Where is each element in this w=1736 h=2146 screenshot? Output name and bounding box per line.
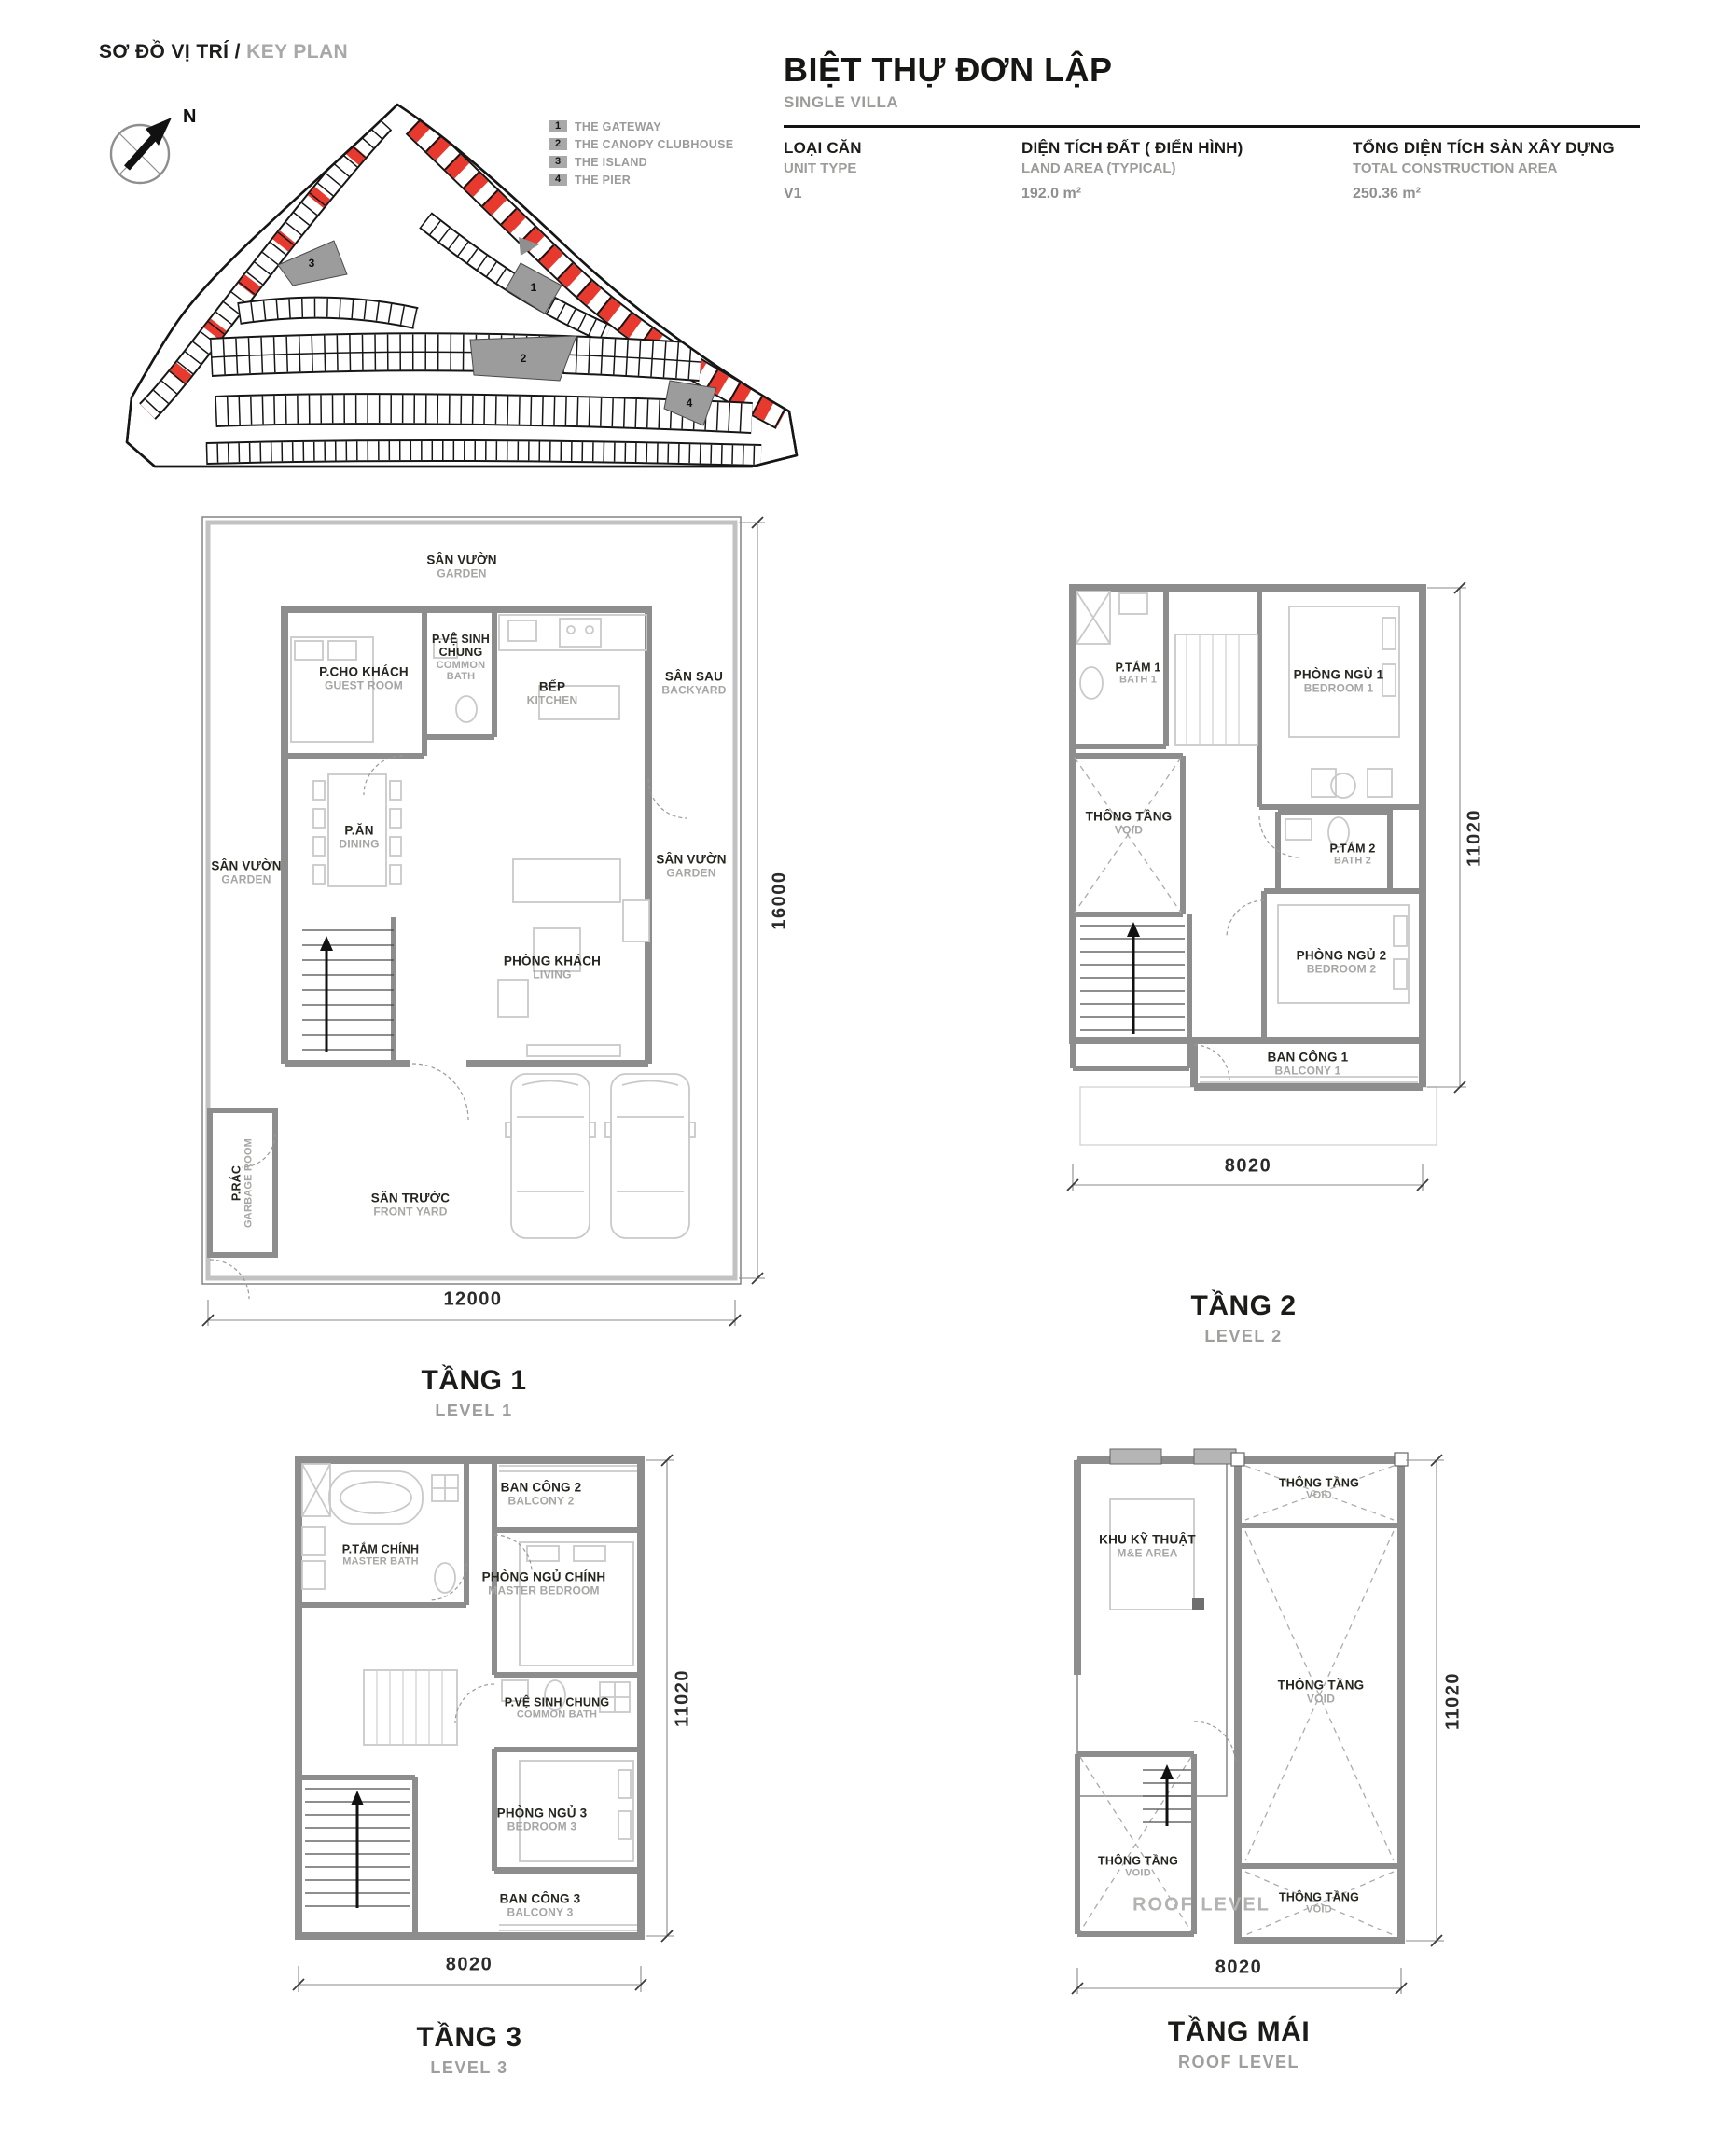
keyplan-title-en: KEY PLAN: [246, 41, 349, 63]
room-label-garbage-room: P.RÁC GARBAGE ROOM: [229, 1138, 255, 1228]
legend-number-chip: 4: [549, 174, 567, 186]
legend-number-chip: 1: [549, 120, 567, 132]
room-label-garden-left: SÂN VƯỜN GARDEN: [211, 858, 282, 885]
legend-item-island: 3 THE ISLAND: [549, 154, 828, 170]
page-title: BIỆT THỰ ĐƠN LẬP: [784, 50, 1113, 89]
room-label-common-bath-l3: P.VỆ SINH CHUNG COMMON BATH: [504, 1695, 610, 1721]
plan-level-2: [1045, 578, 1483, 1372]
legend-item-gateway: 1 THE GATEWAY: [549, 118, 828, 134]
room-label-void-l2: THÔNG TẦNG VOID: [1085, 809, 1173, 836]
dim-level3-width: 8020: [445, 1954, 493, 1975]
spec-unit-type-value: V1: [784, 186, 802, 202]
room-label-bath1: P.TẮM 1 BATH 1: [1115, 661, 1161, 686]
keyplan-title: [99, 41, 348, 63]
spec-construction-area: TỔNG DIỆN TÍCH SÀN XÂY DỰNG TOTAL CONSTRUCTION AREA 250.36 m²: [1353, 139, 1640, 202]
spec-land-area-value: 192.0 m²: [1021, 186, 1082, 202]
room-label-void-stair: THÔNG TẦNG VOID: [1097, 1854, 1179, 1879]
room-label-guest-room: P.CHO KHÁCH GUEST ROOM: [319, 664, 409, 691]
room-label-balcony3: BAN CÔNG 3 BALCONY 3: [499, 1891, 581, 1918]
stairs: [1143, 1764, 1191, 1826]
north-label: N: [183, 106, 197, 127]
room-label-me-area: KHU KỸ THUẬT M&E AREA: [1099, 1532, 1196, 1559]
roof-outline-below: [1080, 1087, 1437, 1145]
keyplan-title-vi: SƠ ĐỒ VỊ TRÍ /: [99, 41, 241, 63]
spec-unit-type: LOẠI CĂN UNIT TYPE V1: [784, 139, 1021, 202]
legend-item-pier: 4 THE PIER: [549, 172, 828, 188]
dim-level2-width: 8020: [1224, 1155, 1272, 1177]
room-label-balcony1: BAN CÔNG 1 BALCONY 1: [1267, 1050, 1349, 1077]
room-label-bath2: P.TẮM 2 BATH 2: [1329, 842, 1376, 867]
room-label-void-bottom: THÔNG TẦNG VOID: [1278, 1890, 1360, 1916]
car-icon: [605, 1074, 695, 1238]
spec-construction-area-value: 250.36 m²: [1353, 186, 1421, 202]
room-label-void-center: THÔNG TẦNG VOID: [1277, 1678, 1365, 1705]
room-label-kitchen: BẾP KITCHEN: [526, 679, 578, 706]
plan-level-2-drawing: [1045, 578, 1483, 1372]
area-number-3: 3: [308, 257, 315, 270]
spec-row: [784, 139, 1640, 202]
room-label-balcony2: BAN CÔNG 2 BALCONY 2: [500, 1480, 582, 1507]
room-label-bedroom3: PHÒNG NGỦ 3 BEDROOM 3: [496, 1805, 588, 1832]
dim-level2-height: 11020: [1464, 808, 1485, 868]
plan-level-3: [275, 1442, 714, 2141]
area-number-1: 1: [530, 281, 537, 294]
room-label-void-top: THÔNG TẦNG VOID: [1278, 1476, 1360, 1501]
doors: [1194, 1721, 1235, 1763]
dim-roof-height: 11020: [1442, 1671, 1464, 1731]
header-rule: [784, 125, 1640, 128]
dim-level1-height: 16000: [769, 871, 790, 930]
dim-roof-width: 8020: [1215, 1957, 1263, 1978]
plan-title-level1: TẦNG 1 LEVEL 1: [421, 1365, 527, 1420]
legend-number-chip: 3: [549, 156, 567, 168]
sheet-header: [784, 50, 1640, 202]
plan-title-level2: TẦNG 2 LEVEL 2: [1190, 1290, 1297, 1345]
room-label-backyard: SÂN SAU BACKYARD: [661, 669, 727, 696]
room-label-bedroom2: PHÒNG NGỦ 2 BEDROOM 2: [1296, 948, 1387, 975]
stairs: [302, 930, 394, 1052]
area-number-4: 4: [686, 397, 693, 410]
plan-title-roof: TẦNG MÁI ROOF LEVEL: [1167, 2016, 1311, 2071]
stairs: [305, 1789, 410, 1908]
plan-level-1: [187, 499, 802, 1460]
room-label-garden-right: SÂN VƯỜN GARDEN: [656, 852, 727, 879]
legend-number-chip: 2: [549, 138, 567, 150]
room-label-master-bath: P.TẮM CHÍNH MASTER BATH: [341, 1542, 420, 1568]
legend-item-clubhouse: 2 THE CANOPY CLUBHOUSE: [549, 136, 828, 152]
room-label-master-bedroom: PHÒNG NGỦ CHÍNH MASTER BEDROOM: [481, 1569, 606, 1596]
dimension-lines: [293, 1455, 674, 1992]
car-icon: [506, 1074, 595, 1238]
page-subtitle: SINGLE VILLA: [784, 93, 899, 111]
dim-level1-width: 12000: [443, 1289, 503, 1310]
compass-icon: [111, 118, 172, 183]
area-number-2: 2: [520, 352, 527, 365]
room-label-common-bath: P.VỆ SINH CHUNG COMMON BATH: [431, 632, 490, 683]
stairs: [1080, 922, 1185, 1034]
spec-land-area: DIỆN TÍCH ĐẤT ( ĐIỂN HÌNH) LAND AREA (TYPICAL) 192.0 m²: [1021, 139, 1353, 202]
roof-level-watermark: ROOF LEVEL: [1132, 1894, 1271, 1916]
room-label-front-yard: SÂN TRƯỚC FRONT YARD: [370, 1191, 451, 1218]
room-label-dining: P.ĂN DINING: [339, 823, 380, 850]
room-label-bedroom1: PHÒNG NGỦ 1 BEDROOM 1: [1293, 667, 1384, 694]
plan-title-level3: TẦNG 3 LEVEL 3: [416, 2022, 522, 2077]
plan-roof: [1054, 1442, 1493, 2141]
room-label-living: PHÒNG KHÁCH LIVING: [503, 954, 602, 981]
dim-level3-height: 11020: [672, 1668, 693, 1728]
room-label-garden-top: SÂN VƯỜN GARDEN: [426, 552, 497, 579]
